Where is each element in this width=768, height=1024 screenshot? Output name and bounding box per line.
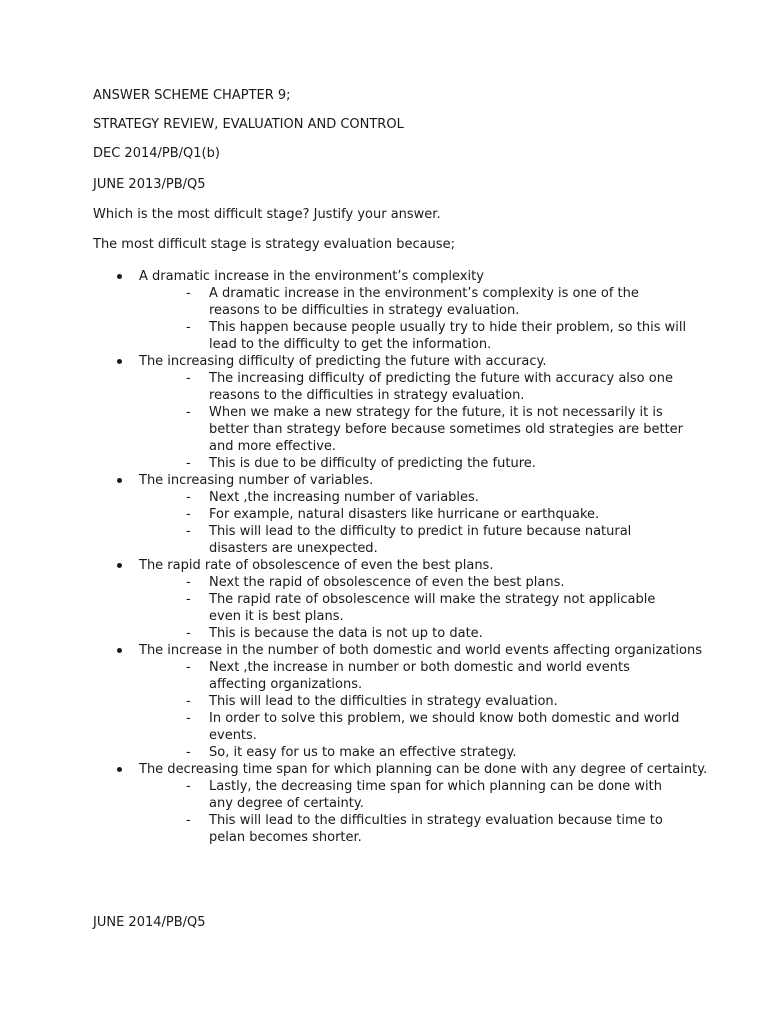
- sub-point-text: This will lead to the difficulties in strategy evaluation.: [209, 694, 558, 709]
- exam-reference-2: JUNE 2013/PB/Q5: [93, 177, 206, 192]
- dash-marker: -: [186, 507, 191, 522]
- sub-point: [0, 778, 768, 812]
- dash-marker: -: [186, 711, 191, 726]
- list-item: [0, 642, 768, 761]
- bullet-text: A dramatic increase in the environment’s complexity: [139, 269, 484, 284]
- sub-point: [0, 693, 768, 710]
- dash-marker: -: [186, 745, 191, 760]
- sub-point-list: [0, 778, 768, 846]
- sub-point-text: So, it easy for us to make an effective strategy.: [209, 745, 517, 760]
- bullet-text: The increase in the number of both domestic and world events affecting organizations: [139, 643, 702, 658]
- sub-point-text: Next the rapid of obsolescence of even the best plans.: [209, 575, 565, 590]
- dash-marker: -: [186, 813, 191, 828]
- sub-point-text: The rapid rate of obsolescence will make the strategy not applicable even it is best plans.: [209, 592, 656, 624]
- sub-point-text: The increasing difficulty of predicting the future with accuracy also one reasons to the difficulties in strategy evaluation.: [209, 371, 673, 403]
- sub-point-text: Next ,the increasing number of variables.: [209, 490, 479, 505]
- bullet-text: The rapid rate of obsolescence of even the best plans.: [139, 558, 494, 573]
- sub-point: [0, 659, 768, 693]
- sub-point-text: A dramatic increase in the environment’s complexity is one of the reasons to be difficulties in strategy evaluation.: [209, 286, 639, 318]
- dash-marker: -: [186, 456, 191, 471]
- bullet-text: The increasing number of variables.: [139, 473, 374, 488]
- sub-point-text: This happen because people usually try to hide their problem, so this will lead to the difficulty to get the information.: [209, 320, 687, 352]
- sub-point: [0, 710, 768, 744]
- dash-marker: -: [186, 660, 191, 675]
- list-item: [0, 268, 768, 353]
- list-item: [0, 557, 768, 642]
- sub-point: [0, 574, 768, 591]
- sub-point: [0, 455, 768, 472]
- dash-marker: -: [186, 286, 191, 301]
- dash-marker: -: [186, 779, 191, 794]
- sub-point-text: For example, natural disasters like hurricane or earthquake.: [209, 507, 600, 522]
- dash-marker: -: [186, 320, 191, 335]
- sub-point-list: [0, 659, 768, 761]
- heading-topic: STRATEGY REVIEW, EVALUATION AND CONTROL: [93, 117, 404, 132]
- sub-point: [0, 591, 768, 625]
- sub-point-list: [0, 370, 768, 472]
- sub-point: [0, 812, 768, 846]
- list-item: [0, 761, 768, 846]
- bullet-icon: [117, 359, 122, 364]
- sub-point: [0, 404, 768, 455]
- list-item: [0, 472, 768, 557]
- bullet-text: The increasing difficulty of predicting the future with accuracy.: [139, 354, 547, 369]
- sub-point-text: In order to solve this problem, we should know both domestic and world events.: [209, 711, 680, 743]
- answer-intro: The most difficult stage is strategy evaluation because;: [93, 237, 455, 252]
- sub-point-text: When we make a new strategy for the future, it is not necessarily it is better than strategy before because sometimes old strategies are better and more effective.: [209, 405, 684, 454]
- bullet-icon: [117, 648, 122, 653]
- sub-point-text: This will lead to the difficulty to predict in future because natural disasters are unexpected.: [209, 524, 632, 556]
- sub-point: [0, 625, 768, 642]
- sub-point-text: Next ,the increase in number or both domestic and world events affecting organizations.: [209, 660, 630, 692]
- sub-point-text: This is due to be difficulty of predicting the future.: [209, 456, 536, 471]
- list-item: [0, 353, 768, 472]
- exam-reference-3: JUNE 2014/PB/Q5: [93, 915, 206, 930]
- answer-bullet-list: [0, 268, 768, 846]
- bullet-icon: [117, 274, 122, 279]
- dash-marker: -: [186, 405, 191, 420]
- sub-point: [0, 319, 768, 353]
- sub-point-text: Lastly, the decreasing time span for which planning can be done with any degree of certainty.: [209, 779, 662, 811]
- bullet-icon: [117, 478, 122, 483]
- exam-reference-1: DEC 2014/PB/Q1(b): [93, 146, 220, 161]
- dash-marker: -: [186, 694, 191, 709]
- bullet-icon: [117, 767, 122, 772]
- sub-point: [0, 489, 768, 506]
- sub-point-list: [0, 574, 768, 642]
- dash-marker: -: [186, 490, 191, 505]
- question-text: Which is the most difficult stage? Justify your answer.: [93, 207, 441, 222]
- bullet-icon: [117, 563, 122, 568]
- dash-marker: -: [186, 626, 191, 641]
- sub-point: [0, 285, 768, 319]
- sub-point: [0, 506, 768, 523]
- heading-chapter: ANSWER SCHEME CHAPTER 9;: [93, 88, 291, 103]
- bullet-text: The decreasing time span for which planning can be done with any degree of certainty.: [139, 762, 708, 777]
- sub-point-list: [0, 285, 768, 353]
- sub-point-list: [0, 489, 768, 557]
- sub-point-text: This is because the data is not up to date.: [209, 626, 483, 641]
- sub-point: [0, 744, 768, 761]
- sub-point: [0, 523, 768, 557]
- dash-marker: -: [186, 371, 191, 386]
- sub-point-text: This will lead to the difficulties in strategy evaluation because time to pelan becomes shorter.: [209, 813, 663, 845]
- sub-point: [0, 370, 768, 404]
- dash-marker: -: [186, 592, 191, 607]
- dash-marker: -: [186, 575, 191, 590]
- dash-marker: -: [186, 524, 191, 539]
